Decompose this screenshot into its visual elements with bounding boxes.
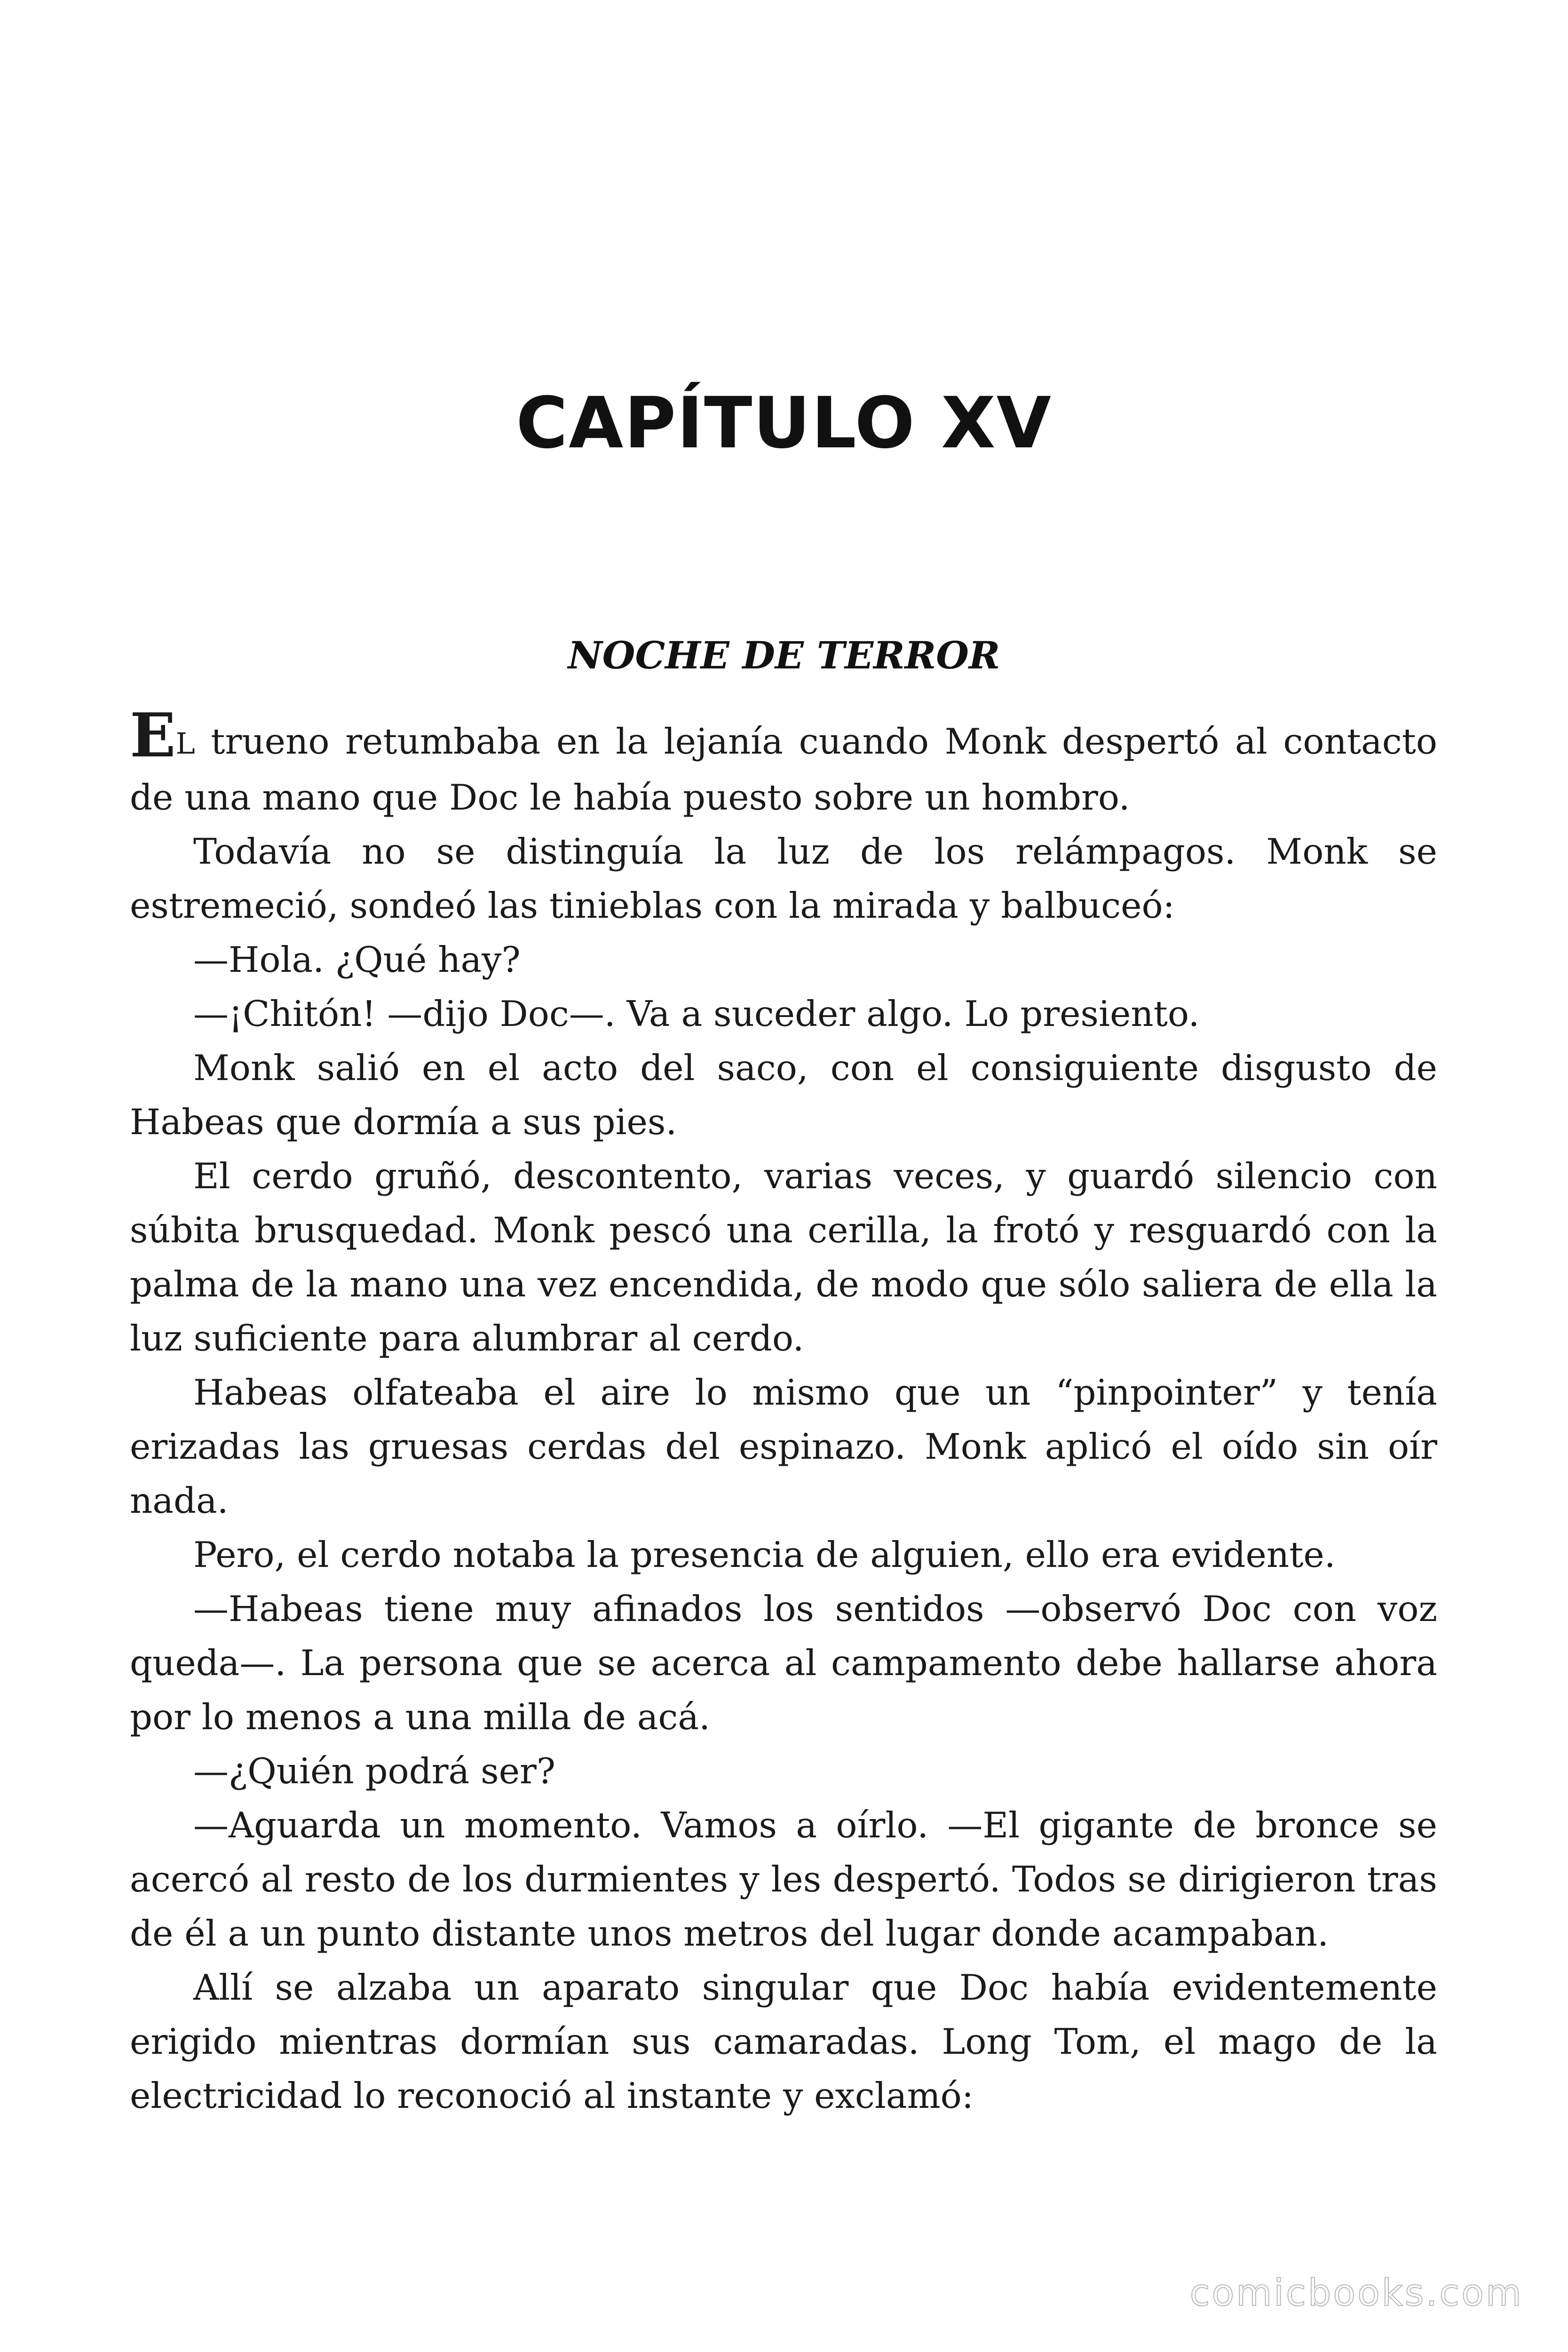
- paragraph: Allí se alzaba un aparato singular que Doc había evidentemente erigido mientras dormían sus camaradas. Long Tom, el mago de la electricidad lo reconoció al instante y exclamó:: [130, 1967, 1437, 2116]
- drop-cap: E: [130, 700, 176, 771]
- watermark: comicbooks.com: [1189, 2272, 1523, 2314]
- paragraph: —¿Quién podrá ser?: [193, 1750, 556, 1792]
- paragraph: Monk salió en el acto del saco, con el consiguiente disgusto de Habeas que dormía a sus pies.: [130, 1047, 1437, 1143]
- paragraph: Pero, el cerdo notaba la presencia de alguien, ello era evidente.: [193, 1534, 1336, 1575]
- paragraph: El cerdo gruñó, descontento, varias veces, y guardó silencio con súbita brusquedad. Monk pescó una cerilla, la frotó y resguardó con la palma de la mano una vez encendida, de modo que sólo saliera de ella la luz suficiente para alumbrar al cerdo.: [130, 1155, 1437, 1359]
- paragraph: —Aguarda un momento. Vamos a oírlo. —El gigante de bronce se acercó al resto de los durmientes y les despertó. Todos se dirigieron tras de él a un punto distante unos metros del lugar donde acampaban.: [130, 1804, 1437, 1954]
- initial-rest: L: [175, 726, 195, 761]
- chapter-subtitle: NOCHE DE TERROR: [568, 633, 1000, 677]
- chapter-title: CAPÍTULO XV: [516, 382, 1052, 464]
- paragraph: Habeas olfateaba el aire lo mismo que un “pinpointer” y tenía erizadas las gruesas cerdas del espinazo. Monk aplicó el oído sin oír nada.: [130, 1372, 1437, 1521]
- first-paragraph: [130, 700, 1437, 825]
- first-paragraph-text: trueno retumbaba en la lejanía cuando Monk despertó al contacto de una mano que Doc le había puesto sobre un hombro.: [130, 721, 1437, 818]
- paragraph: —¡Chitón! —dijo Doc—. Va a suceder algo. Lo presiento.: [193, 993, 1200, 1034]
- paragraph: Todavía no se distinguía la luz de los relámpagos. Monk se estremeció, sondeó las tinieblas con la mirada y balbuceó:: [130, 831, 1437, 926]
- paragraph: —Habeas tiene muy afinados los sentidos —observó Doc con voz queda—. La persona que se acerca al campamento debe hallarse ahora por lo menos a una milla de acá.: [130, 1588, 1437, 1738]
- body-text: [130, 700, 1437, 2123]
- paragraph: —Hola. ¿Qué hay?: [193, 939, 521, 980]
